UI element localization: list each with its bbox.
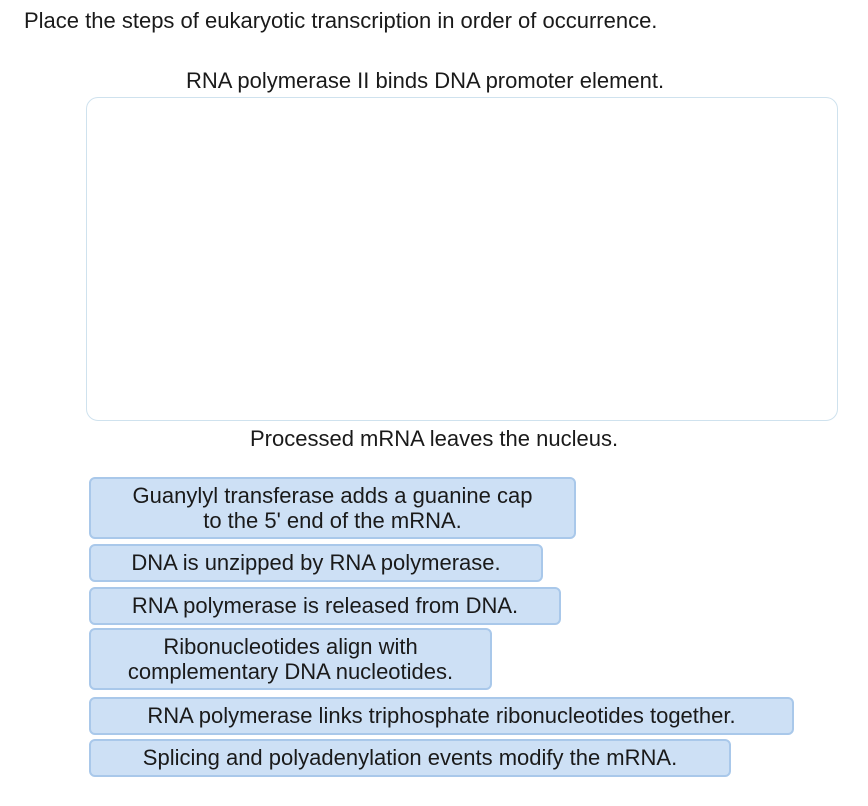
- draggable-step-tile[interactable]: [89, 544, 543, 582]
- tile-text-line: Ribonucleotides align with: [163, 634, 418, 659]
- draggable-step-tile[interactable]: [89, 628, 492, 690]
- draggable-step-tile[interactable]: [89, 739, 731, 777]
- tile-text-line: Splicing and polyadenylation events modify the mRNA.: [142, 745, 678, 770]
- question-prompt: Place the steps of eukaryotic transcription in order of occurrence.: [24, 8, 658, 33]
- first-step-anchor: RNA polymerase II binds DNA promoter element.: [186, 68, 665, 93]
- tile-text-line: complementary DNA nucleotides.: [127, 659, 454, 684]
- tile-text-line: RNA polymerase is released from DNA.: [131, 593, 519, 618]
- tile-text-line: RNA polymerase links triphosphate ribonucleotides together.: [147, 703, 736, 728]
- last-step-anchor: Processed mRNA leaves the nucleus.: [250, 426, 619, 451]
- tile-text-line: Guanylyl transferase adds a guanine cap: [132, 483, 533, 508]
- tile-text-line: to the 5' end of the mRNA.: [203, 508, 462, 533]
- draggable-step-tile[interactable]: [89, 587, 561, 625]
- ordering-drop-zone[interactable]: [86, 97, 838, 421]
- draggable-step-tile[interactable]: [89, 477, 576, 539]
- tile-text-line: DNA is unzipped by RNA polymerase.: [131, 550, 501, 575]
- draggable-step-tile[interactable]: [89, 697, 794, 735]
